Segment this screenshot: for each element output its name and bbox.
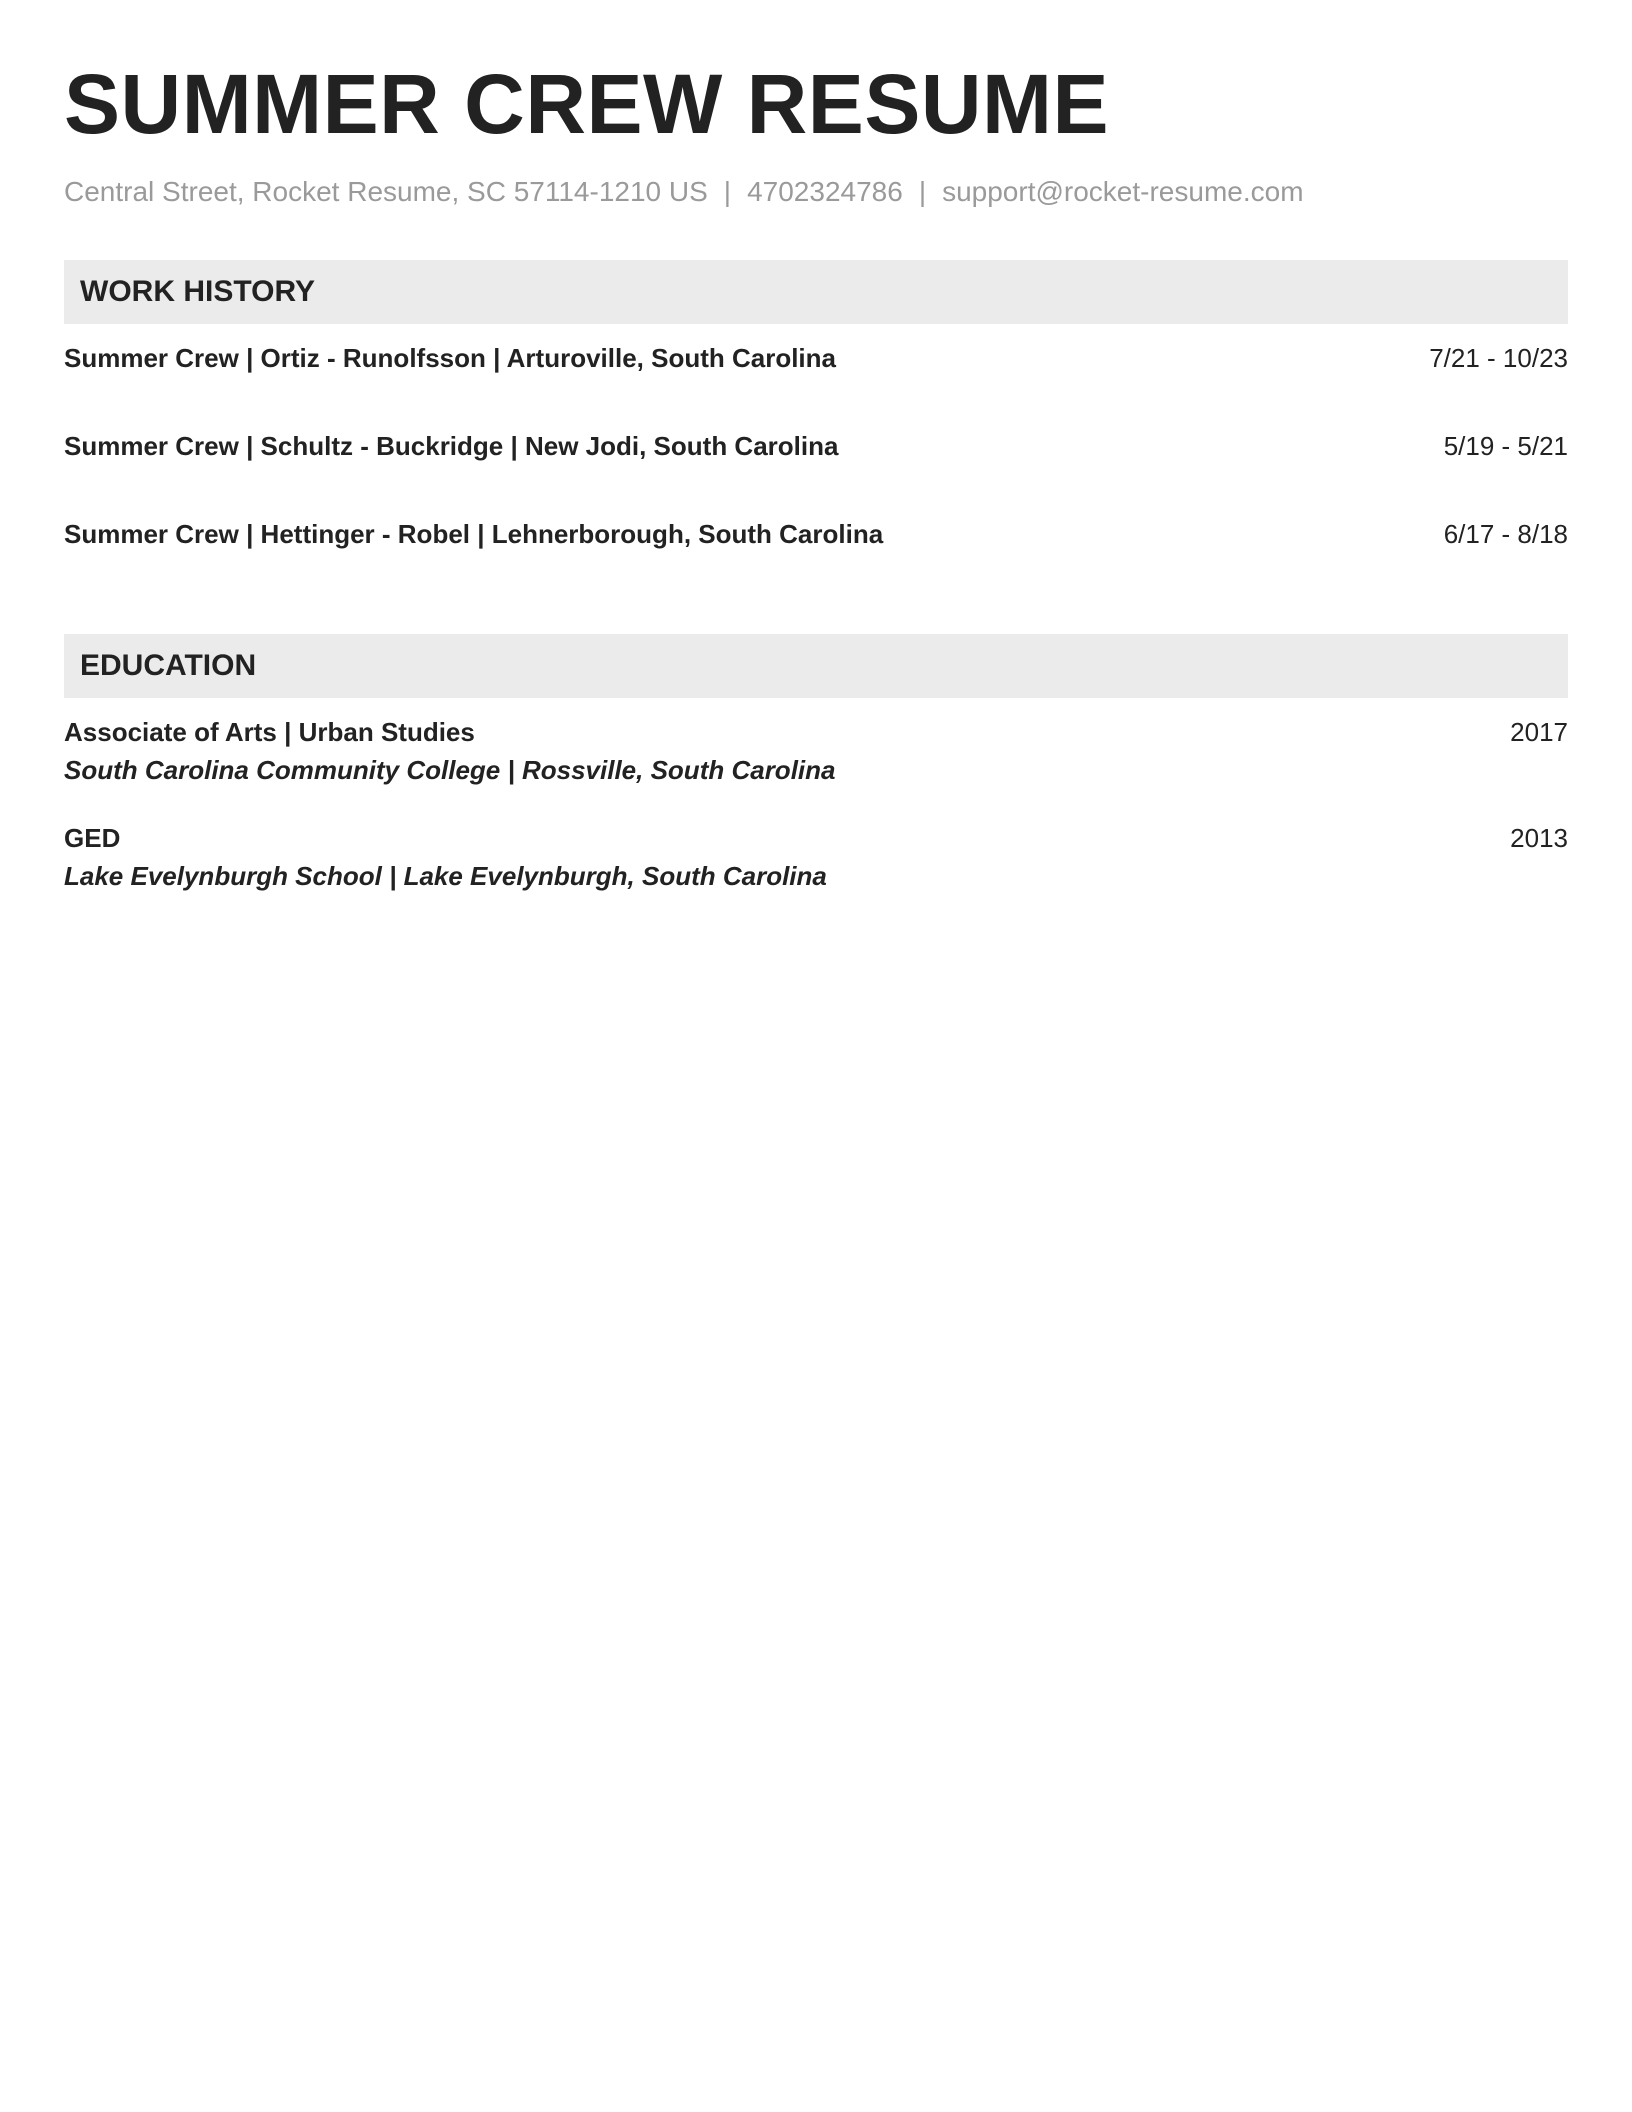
education-school: Lake Evelynburgh School | Lake Evelynburgh, South Carolina bbox=[64, 861, 827, 891]
work-entry bbox=[64, 516, 1568, 586]
work-history-list bbox=[64, 340, 1568, 586]
contact-email: support@rocket-resume.com bbox=[942, 176, 1304, 207]
work-entry bbox=[64, 340, 1568, 410]
education-entry-row bbox=[64, 820, 1568, 856]
work-history-heading: WORK HISTORY bbox=[64, 260, 1568, 324]
resume-title: SUMMER CREW RESUME bbox=[64, 57, 1110, 151]
work-entry-dates: 6/17 - 8/18 bbox=[1443, 519, 1568, 549]
work-entry-title: Summer Crew | Ortiz - Runolfsson | Arturoville, South Carolina bbox=[64, 343, 837, 373]
education-year: 2013 bbox=[1510, 823, 1568, 853]
contact-separator: | bbox=[918, 176, 927, 207]
contact-phone: 4702324786 bbox=[747, 176, 903, 207]
work-entry-dates: 5/19 - 5/21 bbox=[1443, 431, 1568, 461]
education-entry bbox=[64, 820, 1568, 894]
contact-address: Central Street, Rocket Resume, SC 57114-1210 US bbox=[64, 176, 708, 207]
work-entry-title: Summer Crew | Schultz - Buckridge | New Jodi, South Carolina bbox=[64, 431, 839, 461]
education-year: 2017 bbox=[1510, 717, 1568, 747]
work-entry-title: Summer Crew | Hettinger - Robel | Lehnerborough, South Carolina bbox=[64, 519, 884, 549]
education-list bbox=[64, 714, 1568, 894]
education-degree: Associate of Arts | Urban Studies bbox=[64, 717, 475, 747]
education-school: South Carolina Community College | Rossville, South Carolina bbox=[64, 755, 836, 785]
work-entry-dates: 7/21 - 10/23 bbox=[1429, 343, 1568, 373]
contact-separator: | bbox=[723, 176, 732, 207]
work-entry bbox=[64, 428, 1568, 498]
education-entry bbox=[64, 714, 1568, 788]
education-entry-row bbox=[64, 714, 1568, 750]
education-heading: EDUCATION bbox=[64, 634, 1568, 698]
contact-line bbox=[64, 174, 1568, 210]
education-degree: GED bbox=[64, 823, 121, 853]
